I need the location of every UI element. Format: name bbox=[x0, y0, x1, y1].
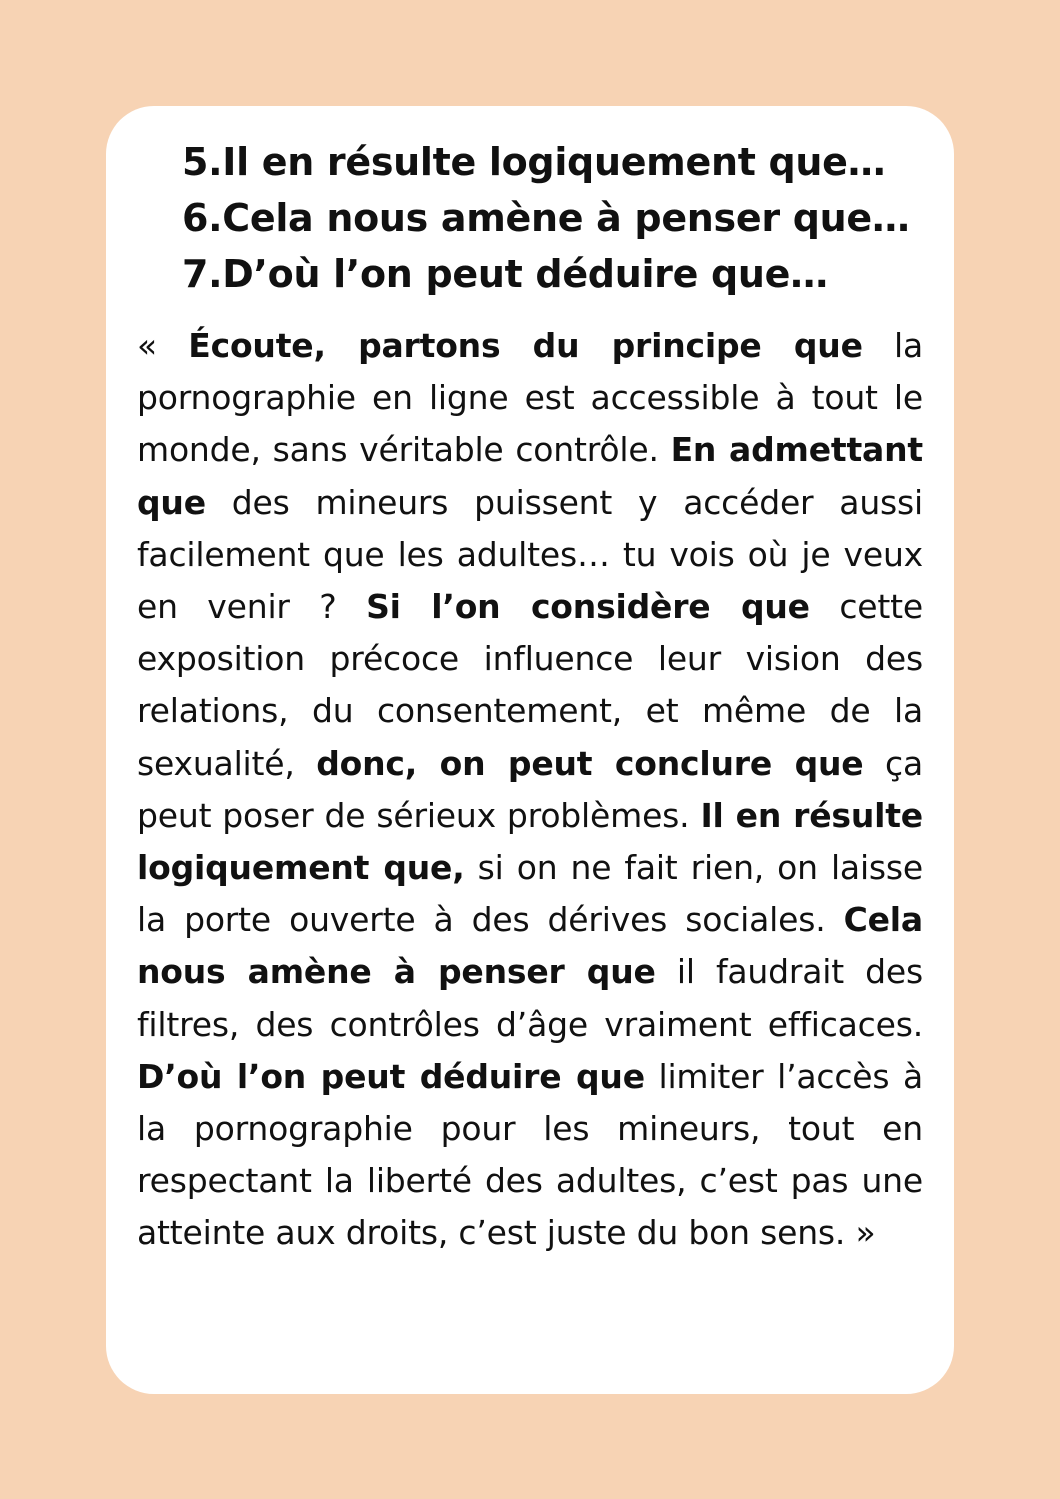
connector-phrase: Il en résulte logiquement que, bbox=[137, 795, 923, 888]
example-quote bbox=[137, 320, 923, 1260]
quote-text: « bbox=[137, 326, 189, 365]
quote-text: la pornographie en ligne est accessible à tout le monde, sans véritable contrôle. bbox=[137, 326, 924, 470]
connector-phrase: Si l’on considère que bbox=[366, 587, 810, 627]
quote-text: des mineurs puissent y accéder aussi facilement que les adultes… tu vois où je veux en venir ? bbox=[137, 482, 923, 627]
reasoning-steps-list bbox=[182, 134, 910, 302]
quote-text: il faudrait des filtres, des contrôles d’âge vraiment efficaces. bbox=[137, 952, 924, 1044]
step-6: 6.Cela nous amène à penser que… bbox=[182, 196, 910, 240]
quote-text: limiter l’accès à la pornographie pour les mineurs, tout en respectant la liberté des adultes, c’est pas une atteinte aux droits, c’est juste du bon sens. » bbox=[137, 1056, 924, 1253]
quote-text: cette exposition précoce influence leur vision des relations, du consentement, et même de la sexualité, bbox=[137, 587, 923, 783]
connector-phrase: donc, on peut conclure que bbox=[316, 743, 864, 783]
quote-text: ça peut poser de sérieux problèmes. bbox=[137, 743, 923, 835]
quote-text: si on ne fait rien, on laisse la porte ouverte à des dérives sociales. bbox=[137, 848, 923, 940]
step-5: 5.Il en résulte logiquement que… bbox=[182, 140, 886, 184]
content-card bbox=[106, 106, 954, 1394]
connector-phrase: En admettant que bbox=[137, 430, 923, 522]
connector-phrase: Écoute, partons du principe que bbox=[188, 326, 863, 365]
connector-phrase: Cela nous amène à penser que bbox=[137, 900, 923, 992]
step-7: 7.D’où l’on peut déduire que… bbox=[182, 252, 828, 296]
connector-phrase: D’où l’on peut déduire que bbox=[137, 1056, 645, 1096]
